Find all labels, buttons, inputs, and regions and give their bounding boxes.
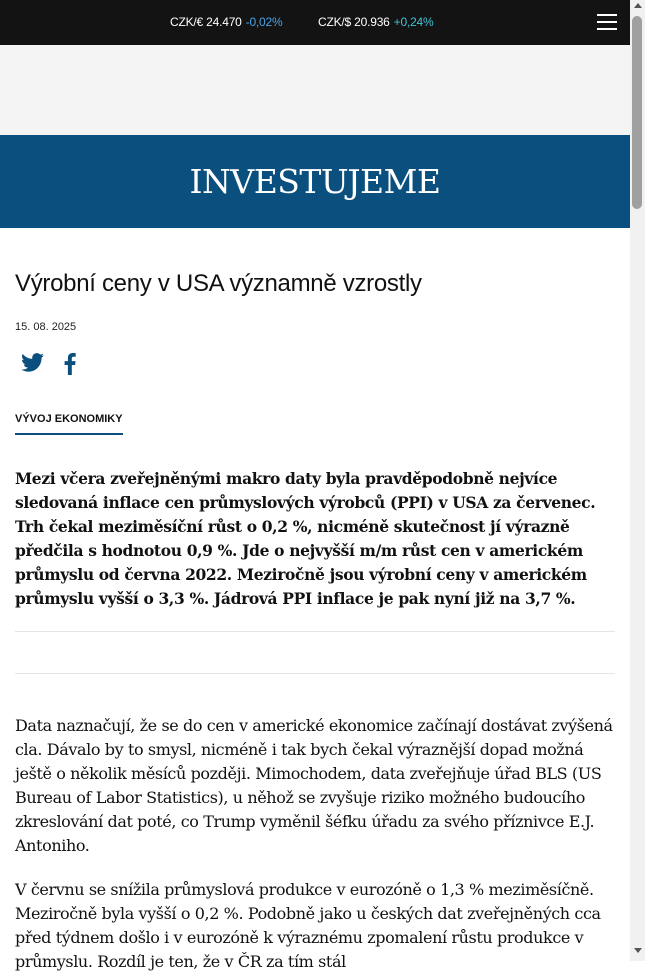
ad-space bbox=[0, 45, 630, 135]
scrollbar[interactable] bbox=[630, 0, 645, 961]
scroll-down-arrow-icon[interactable] bbox=[634, 948, 642, 953]
ticker-item-usd[interactable] bbox=[318, 15, 434, 29]
facebook-icon[interactable] bbox=[64, 353, 76, 380]
top-bar bbox=[0, 0, 630, 45]
scroll-thumb[interactable] bbox=[632, 16, 642, 209]
ticker-change: -0,02% bbox=[245, 15, 283, 29]
article-date: 15. 08. 2025 bbox=[15, 321, 77, 333]
ticker-item-eur[interactable] bbox=[170, 15, 282, 29]
article-paragraph: V červnu se snížila průmyslová produkce v eurozóně o 1,3 % meziměsíčně. Meziročně byla vyšší o 0,2 %. Podobně jako u českých dat zveřejněných cca před týdnem došlo i v eurozóně k výraznému zpomalení růstu produkce v průmyslu. Rozdíl je ten, že v ČR za tím stál bbox=[15, 880, 601, 971]
divider bbox=[15, 631, 615, 632]
article-title: Výrobní ceny v USA významně vzrostly bbox=[15, 270, 422, 297]
divider bbox=[15, 673, 615, 674]
ticker-pair: CZK/$ 20.936 bbox=[318, 15, 390, 29]
ticker-change: +0,24% bbox=[393, 15, 434, 29]
scroll-up-arrow-icon[interactable] bbox=[634, 3, 642, 8]
hamburger-menu-icon[interactable] bbox=[597, 14, 617, 31]
brand-bar bbox=[0, 135, 630, 228]
category-link[interactable]: VÝVOJ EKONOMIKY bbox=[15, 413, 123, 435]
site-logo[interactable]: INVESTUJEME bbox=[189, 162, 441, 201]
article-paragraph: Data naznačují, že se do cen v americké ekonomice začínají dostávat zvýšená cla. Dávalo by to smysl, nicméně i tak bych čekal výraznější dopad možná ještě o několik měsíců později. Mimochodem, data zveřejňuje úřad BLS (US Bureau of Labor Statistics), u něhož se zvyšuje riziko možného budoucího zkreslování dat poté, co Trump vyměnil šéfku úřadu za svého příznivce E.J. Antoniho. bbox=[15, 716, 613, 855]
article-lead: Mezi včera zveřejněnými makro daty byla pravděpodobně nejvíce sledovaná inflace cen průmyslových výrobců (PPI) v USA za červenec. Trh čekal meziměsíční růst o 0,2 %, nicméně skutečnost jí výrazně předčila s hodnotou 0,9 %. Jde o nejvyšší m/m růst cen v americkém průmyslu od června 2022. Meziročně jsou výrobní ceny v americkém průmyslu vyšší o 3,3 %. Jádrová PPI inflace je pak nyní již na 3,7 %. bbox=[15, 469, 596, 608]
ticker-pair: CZK/€ 24.470 bbox=[170, 15, 242, 29]
twitter-icon[interactable] bbox=[21, 353, 44, 377]
